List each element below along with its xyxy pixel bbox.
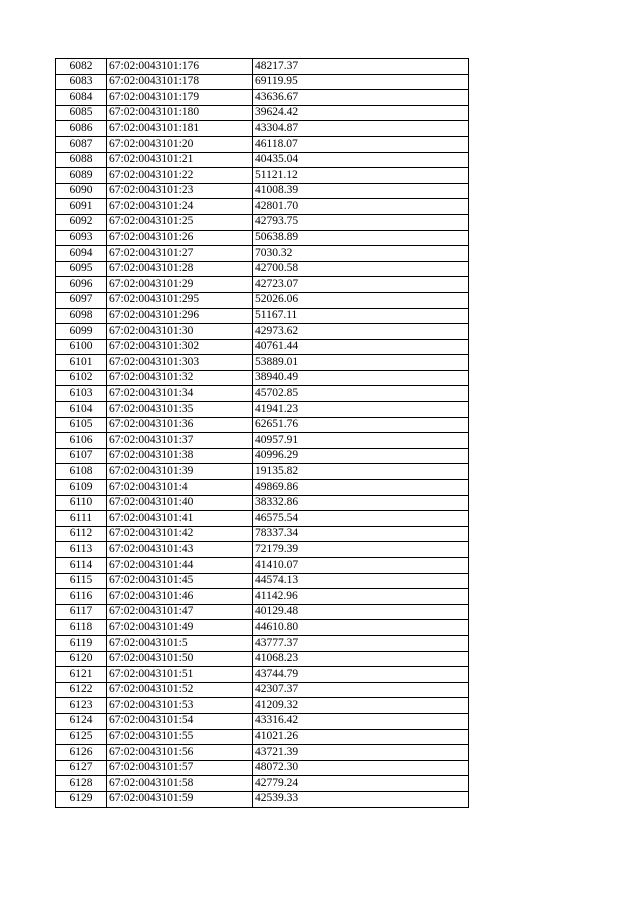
row-number-cell: 6107: [56, 448, 107, 464]
value-cell: 42973.62: [253, 324, 469, 340]
cadastral-number-cell: 67:02:0043101:303: [107, 355, 253, 371]
cadastral-number-cell: 67:02:0043101:46: [107, 589, 253, 605]
value-cell: 48072.30: [253, 760, 469, 776]
table-row: [56, 152, 469, 168]
cadastral-number-cell: 67:02:0043101:178: [107, 74, 253, 90]
table-row: [56, 635, 469, 651]
row-number-cell: 6116: [56, 589, 107, 605]
value-cell: 46118.07: [253, 136, 469, 152]
cadastral-number-cell: 67:02:0043101:34: [107, 386, 253, 402]
row-number-cell: 6094: [56, 246, 107, 262]
value-cell: 43744.79: [253, 667, 469, 683]
cadastral-number-cell: 67:02:0043101:24: [107, 199, 253, 215]
value-cell: 44574.13: [253, 573, 469, 589]
value-cell: 41021.26: [253, 729, 469, 745]
table-row: [56, 464, 469, 480]
table-row: [56, 558, 469, 574]
table-row: [56, 620, 469, 636]
row-number-cell: 6117: [56, 604, 107, 620]
table-row: [56, 168, 469, 184]
row-number-cell: 6119: [56, 635, 107, 651]
value-cell: 42539.33: [253, 791, 469, 807]
row-number-cell: 6099: [56, 324, 107, 340]
value-cell: 42779.24: [253, 776, 469, 792]
row-number-cell: 6095: [56, 261, 107, 277]
cadastral-number-cell: 67:02:0043101:22: [107, 168, 253, 184]
row-number-cell: 6112: [56, 526, 107, 542]
row-number-cell: 6126: [56, 745, 107, 761]
cadastral-number-cell: 67:02:0043101:52: [107, 682, 253, 698]
cadastral-number-cell: 67:02:0043101:176: [107, 59, 253, 75]
table-row: [56, 417, 469, 433]
table-row: [56, 90, 469, 106]
value-cell: 19135.82: [253, 464, 469, 480]
cadastral-number-cell: 67:02:0043101:43: [107, 542, 253, 558]
value-cell: 52026.06: [253, 292, 469, 308]
row-number-cell: 6083: [56, 74, 107, 90]
table-row: [56, 480, 469, 496]
cadastral-number-cell: 67:02:0043101:37: [107, 433, 253, 449]
value-cell: 40129.48: [253, 604, 469, 620]
table-row: [56, 604, 469, 620]
row-number-cell: 6088: [56, 152, 107, 168]
row-number-cell: 6106: [56, 433, 107, 449]
row-number-cell: 6096: [56, 277, 107, 293]
cadastral-number-cell: 67:02:0043101:27: [107, 246, 253, 262]
row-number-cell: 6098: [56, 308, 107, 324]
table-row: [56, 74, 469, 90]
value-cell: 42700.58: [253, 261, 469, 277]
cadastral-number-cell: 67:02:0043101:21: [107, 152, 253, 168]
cadastral-number-cell: 67:02:0043101:28: [107, 261, 253, 277]
table-row: [56, 199, 469, 215]
table-row: [56, 698, 469, 714]
value-cell: 40761.44: [253, 339, 469, 355]
cadastral-number-cell: 67:02:0043101:181: [107, 121, 253, 137]
table-row: [56, 230, 469, 246]
value-cell: 42801.70: [253, 199, 469, 215]
value-cell: 40996.29: [253, 448, 469, 464]
cadastral-number-cell: 67:02:0043101:30: [107, 324, 253, 340]
row-number-cell: 6109: [56, 480, 107, 496]
table-row: [56, 667, 469, 683]
cadastral-number-cell: 67:02:0043101:57: [107, 760, 253, 776]
table-row: [56, 745, 469, 761]
table-row: [56, 495, 469, 511]
row-number-cell: 6089: [56, 168, 107, 184]
cadastral-number-cell: 67:02:0043101:38: [107, 448, 253, 464]
cadastral-number-cell: 67:02:0043101:47: [107, 604, 253, 620]
table-row: [56, 214, 469, 230]
cadastral-number-cell: 67:02:0043101:40: [107, 495, 253, 511]
row-number-cell: 6091: [56, 199, 107, 215]
cadastral-number-cell: 67:02:0043101:35: [107, 402, 253, 418]
table-body: [56, 59, 469, 808]
table-row: [56, 713, 469, 729]
row-number-cell: 6092: [56, 214, 107, 230]
cadastral-number-cell: 67:02:0043101:55: [107, 729, 253, 745]
cadastral-number-cell: 67:02:0043101:50: [107, 651, 253, 667]
table-row: [56, 59, 469, 75]
value-cell: 72179.39: [253, 542, 469, 558]
table-row: [56, 308, 469, 324]
row-number-cell: 6118: [56, 620, 107, 636]
value-cell: 49869.86: [253, 480, 469, 496]
row-number-cell: 6101: [56, 355, 107, 371]
table-row: [56, 589, 469, 605]
row-number-cell: 6087: [56, 136, 107, 152]
row-number-cell: 6122: [56, 682, 107, 698]
value-cell: 7030.32: [253, 246, 469, 262]
value-cell: 39624.42: [253, 105, 469, 121]
row-number-cell: 6123: [56, 698, 107, 714]
table-row: [56, 791, 469, 807]
row-number-cell: 6110: [56, 495, 107, 511]
row-number-cell: 6128: [56, 776, 107, 792]
row-number-cell: 6084: [56, 90, 107, 106]
row-number-cell: 6113: [56, 542, 107, 558]
cadastral-number-cell: 67:02:0043101:54: [107, 713, 253, 729]
table-row: [56, 292, 469, 308]
table-row: [56, 729, 469, 745]
value-cell: 41209.32: [253, 698, 469, 714]
table-row: [56, 261, 469, 277]
value-cell: 43721.39: [253, 745, 469, 761]
table-row: [56, 402, 469, 418]
row-number-cell: 6086: [56, 121, 107, 137]
cadastral-number-cell: 67:02:0043101:44: [107, 558, 253, 574]
row-number-cell: 6100: [56, 339, 107, 355]
row-number-cell: 6115: [56, 573, 107, 589]
table-row: [56, 682, 469, 698]
cadastral-number-cell: 67:02:0043101:23: [107, 183, 253, 199]
value-cell: 43777.37: [253, 635, 469, 651]
value-cell: 41941.23: [253, 402, 469, 418]
value-cell: 41410.07: [253, 558, 469, 574]
row-number-cell: 6108: [56, 464, 107, 480]
cadastral-number-cell: 67:02:0043101:295: [107, 292, 253, 308]
value-cell: 46575.54: [253, 511, 469, 527]
row-number-cell: 6102: [56, 370, 107, 386]
row-number-cell: 6125: [56, 729, 107, 745]
table-row: [56, 526, 469, 542]
row-number-cell: 6085: [56, 105, 107, 121]
value-cell: 38940.49: [253, 370, 469, 386]
cadastral-number-cell: 67:02:0043101:49: [107, 620, 253, 636]
cadastral-number-cell: 67:02:0043101:179: [107, 90, 253, 106]
cadastral-number-cell: 67:02:0043101:45: [107, 573, 253, 589]
cadastral-number-cell: 67:02:0043101:42: [107, 526, 253, 542]
row-number-cell: 6097: [56, 292, 107, 308]
value-cell: 40957.91: [253, 433, 469, 449]
table-row: [56, 339, 469, 355]
cadastral-number-cell: 67:02:0043101:58: [107, 776, 253, 792]
value-cell: 41008.39: [253, 183, 469, 199]
row-number-cell: 6103: [56, 386, 107, 402]
value-cell: 48217.37: [253, 59, 469, 75]
value-cell: 44610.80: [253, 620, 469, 636]
cadastral-number-cell: 67:02:0043101:53: [107, 698, 253, 714]
row-number-cell: 6090: [56, 183, 107, 199]
value-cell: 45702.85: [253, 386, 469, 402]
cadastral-number-cell: 67:02:0043101:302: [107, 339, 253, 355]
cadastral-number-cell: 67:02:0043101:25: [107, 214, 253, 230]
cadastral-number-cell: 67:02:0043101:51: [107, 667, 253, 683]
cadastral-number-cell: 67:02:0043101:29: [107, 277, 253, 293]
table-row: [56, 370, 469, 386]
value-cell: 51167.11: [253, 308, 469, 324]
row-number-cell: 6105: [56, 417, 107, 433]
value-cell: 42793.75: [253, 214, 469, 230]
table-row: [56, 136, 469, 152]
value-cell: 42723.07: [253, 277, 469, 293]
value-cell: 42307.37: [253, 682, 469, 698]
value-cell: 38332.86: [253, 495, 469, 511]
value-cell: 53889.01: [253, 355, 469, 371]
table-row: [56, 433, 469, 449]
table-row: [56, 542, 469, 558]
cadastral-number-cell: 67:02:0043101:36: [107, 417, 253, 433]
row-number-cell: 6124: [56, 713, 107, 729]
table-row: [56, 511, 469, 527]
table-row: [56, 776, 469, 792]
value-cell: 43636.67: [253, 90, 469, 106]
value-cell: 78337.34: [253, 526, 469, 542]
value-cell: 69119.95: [253, 74, 469, 90]
cadastral-number-cell: 67:02:0043101:39: [107, 464, 253, 480]
value-cell: 50638.89: [253, 230, 469, 246]
table-row: [56, 573, 469, 589]
table-row: [56, 183, 469, 199]
row-number-cell: 6121: [56, 667, 107, 683]
table-row: [56, 651, 469, 667]
cadastral-number-cell: 67:02:0043101:296: [107, 308, 253, 324]
cadastral-number-cell: 67:02:0043101:32: [107, 370, 253, 386]
row-number-cell: 6127: [56, 760, 107, 776]
table-row: [56, 355, 469, 371]
value-cell: 43304.87: [253, 121, 469, 137]
cadastral-number-cell: 67:02:0043101:56: [107, 745, 253, 761]
table-row: [56, 246, 469, 262]
row-number-cell: 6082: [56, 59, 107, 75]
value-cell: 43316.42: [253, 713, 469, 729]
value-cell: 62651.76: [253, 417, 469, 433]
table-row: [56, 105, 469, 121]
value-cell: 41142.96: [253, 589, 469, 605]
value-cell: 41068.23: [253, 651, 469, 667]
cadastral-number-cell: 67:02:0043101:41: [107, 511, 253, 527]
table-row: [56, 121, 469, 137]
cadastral-number-cell: 67:02:0043101:5: [107, 635, 253, 651]
cadastral-number-cell: 67:02:0043101:180: [107, 105, 253, 121]
cadastral-number-cell: 67:02:0043101:20: [107, 136, 253, 152]
table-row: [56, 324, 469, 340]
row-number-cell: 6093: [56, 230, 107, 246]
table-row: [56, 760, 469, 776]
row-number-cell: 6114: [56, 558, 107, 574]
data-table: [55, 58, 469, 808]
table-row: [56, 277, 469, 293]
table-row: [56, 386, 469, 402]
row-number-cell: 6111: [56, 511, 107, 527]
row-number-cell: 6120: [56, 651, 107, 667]
row-number-cell: 6104: [56, 402, 107, 418]
cadastral-number-cell: 67:02:0043101:59: [107, 791, 253, 807]
value-cell: 40435.04: [253, 152, 469, 168]
cadastral-number-cell: 67:02:0043101:4: [107, 480, 253, 496]
table-row: [56, 448, 469, 464]
row-number-cell: 6129: [56, 791, 107, 807]
value-cell: 51121.12: [253, 168, 469, 184]
cadastral-number-cell: 67:02:0043101:26: [107, 230, 253, 246]
